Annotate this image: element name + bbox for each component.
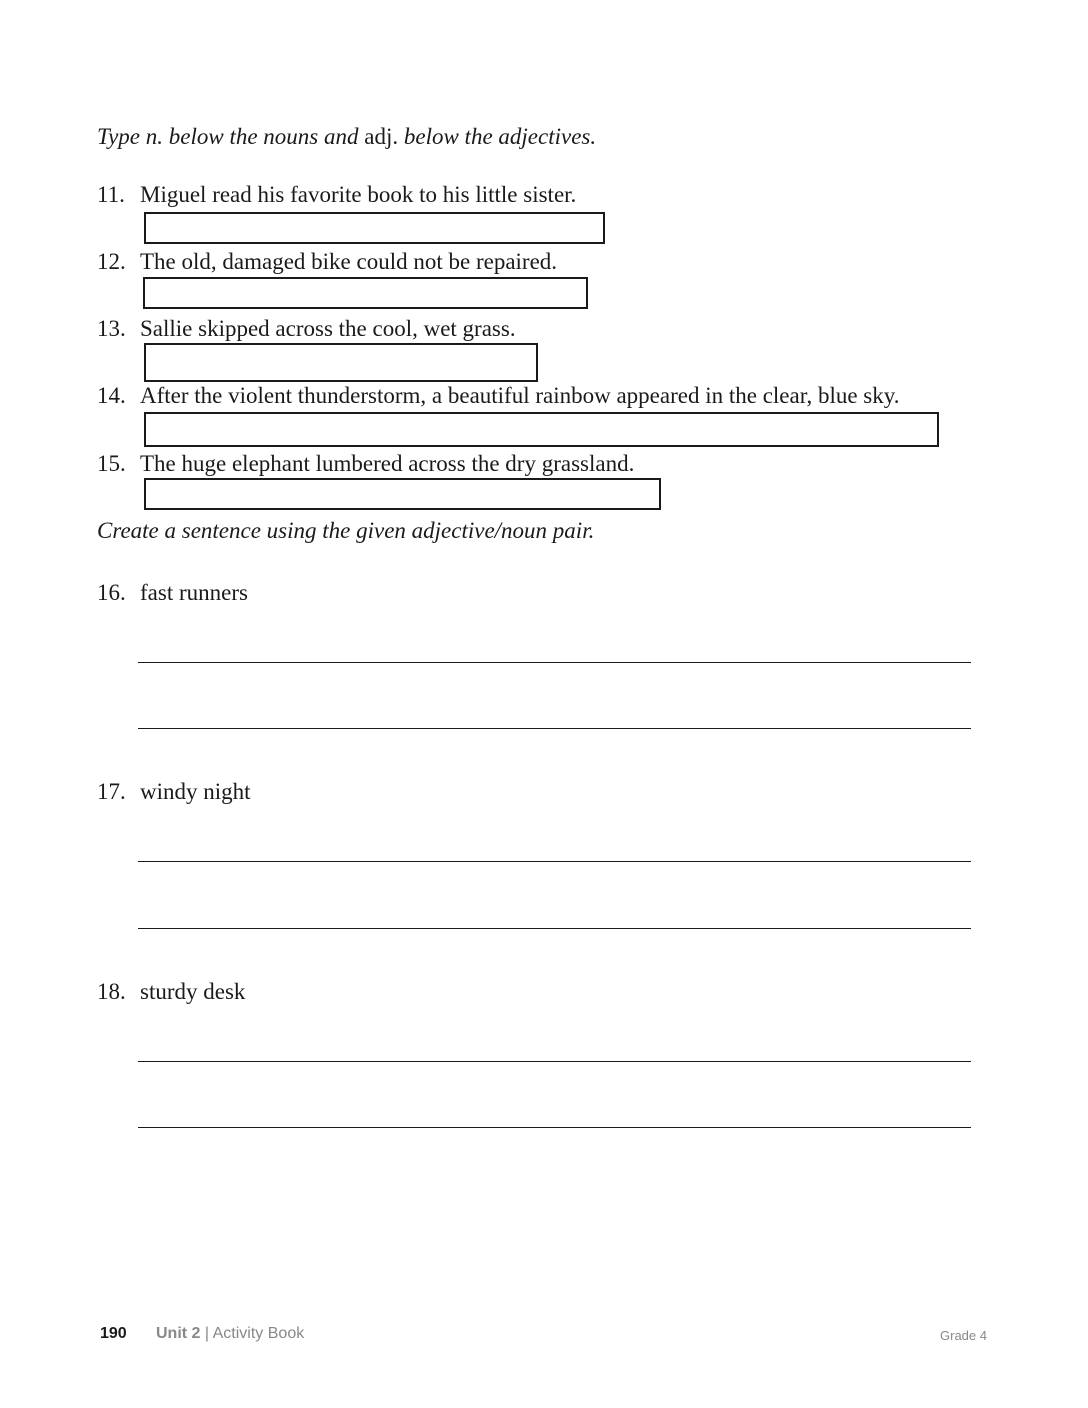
writing-line-16b[interactable] [138, 728, 971, 729]
answer-field-14[interactable] [144, 412, 939, 447]
answer-field-12[interactable] [143, 277, 588, 309]
unit-label: Unit 2 | Activity Book [156, 1325, 305, 1342]
writing-line-17a[interactable] [138, 861, 971, 862]
instructions-nouns-adjectives: Type n. below the nouns and adj. below the adjectives. [97, 124, 597, 149]
answer-field-13[interactable] [144, 343, 538, 382]
instructions-create-sentence: Create a sentence using the given adjective/noun pair. [97, 518, 595, 543]
grade-label: Grade 4 [940, 1328, 987, 1343]
writing-line-16a[interactable] [138, 662, 971, 663]
adj-abbrev: adj. [364, 124, 399, 149]
book-label: Activity Book [212, 1325, 305, 1342]
page-number: 190 [100, 1325, 127, 1342]
answer-field-11[interactable] [144, 212, 605, 244]
writing-line-17b[interactable] [138, 928, 971, 929]
writing-line-18b[interactable] [138, 1127, 971, 1128]
writing-line-18a[interactable] [138, 1061, 971, 1062]
answer-field-15[interactable] [144, 478, 661, 510]
